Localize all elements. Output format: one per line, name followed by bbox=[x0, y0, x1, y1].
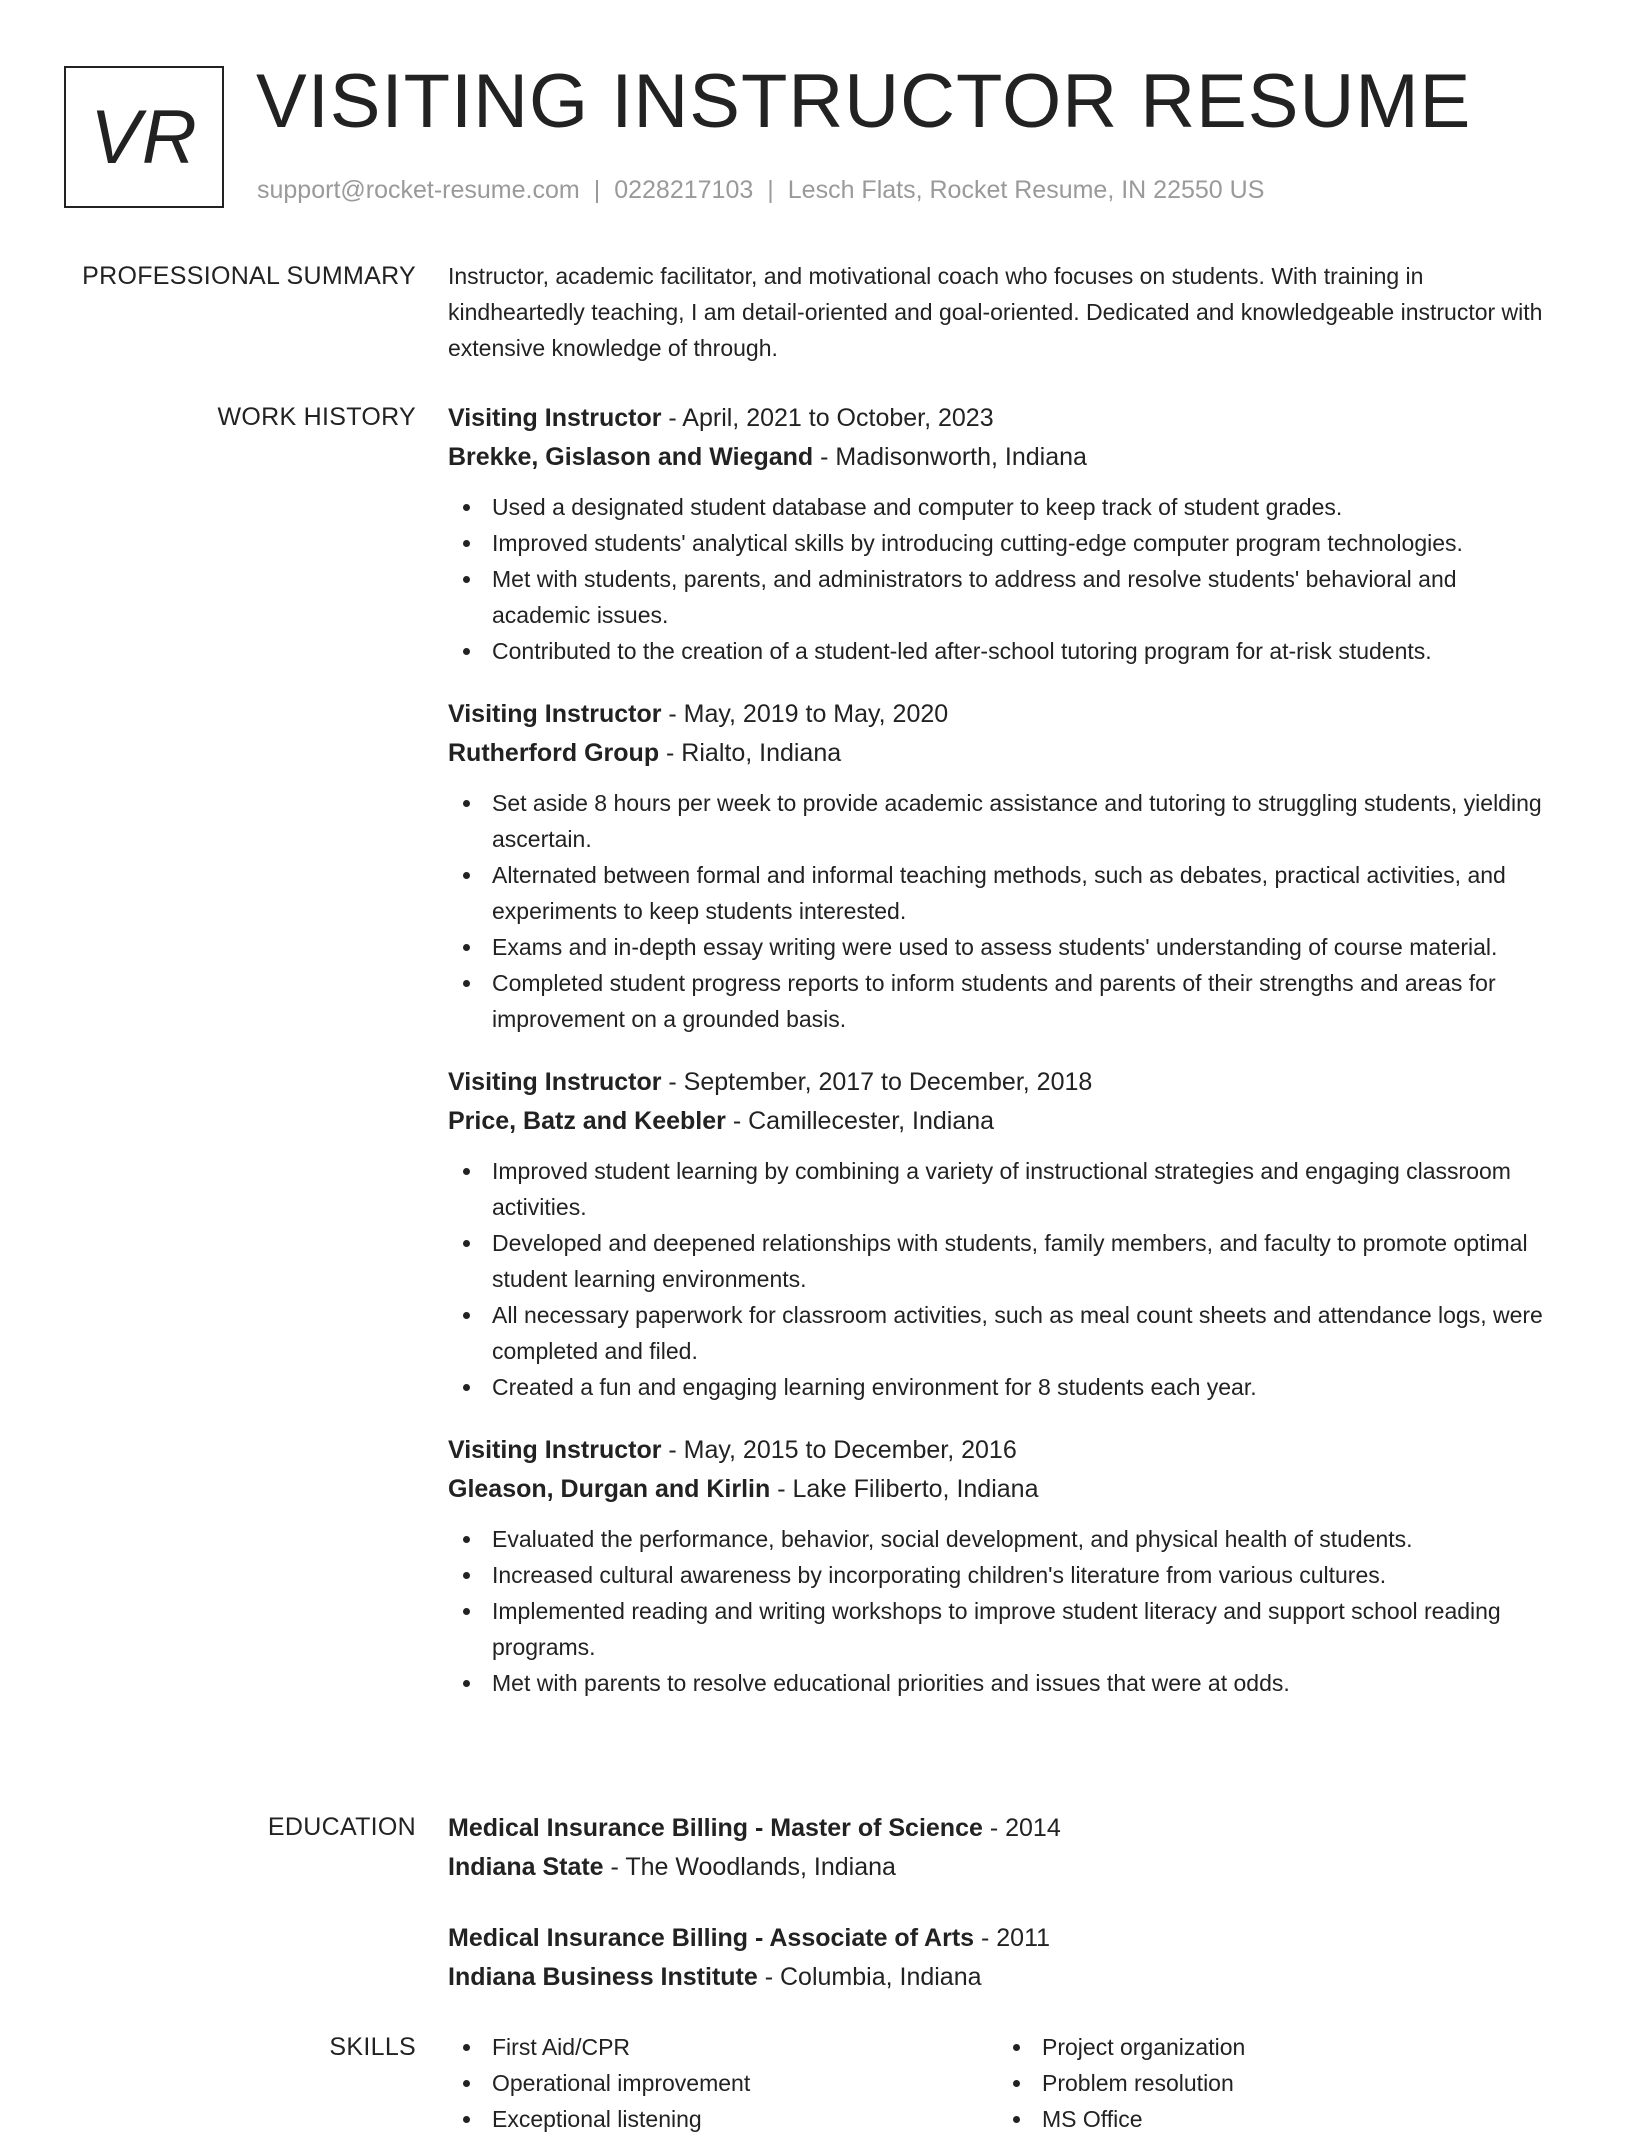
education-location: - Columbia, Indiana bbox=[757, 1963, 982, 1991]
job-title: Visiting Instructor bbox=[448, 1068, 662, 1096]
job-location: - Rialto, Indiana bbox=[659, 739, 842, 767]
job-bullet: Increased cultural awareness by incorporating children's literature from various cultures. bbox=[448, 1557, 1558, 1593]
skill-item: MS Office bbox=[998, 2101, 1548, 2137]
job-dates: - May, 2019 to May, 2020 bbox=[661, 700, 949, 728]
skill-item: Operational improvement bbox=[448, 2065, 998, 2101]
job-bullets bbox=[448, 785, 1558, 1037]
job-bullet: Developed and deepened relationships with students, family members, and faculty to promote optimal student learning environments. bbox=[448, 1225, 1558, 1297]
job-entry bbox=[448, 695, 1558, 1037]
job-company: Brekke, Gislason and Wiegand bbox=[448, 443, 814, 471]
skills-column-left bbox=[448, 2029, 998, 2137]
job-entry bbox=[448, 399, 1558, 669]
job-title: Visiting Instructor bbox=[448, 1436, 662, 1464]
education-year: - 2014 bbox=[982, 1814, 1061, 1842]
job-bullet: Created a fun and engaging learning environment for 8 students each year. bbox=[448, 1369, 1558, 1405]
summary-text: Instructor, academic facilitator, and motivational coach who focuses on students. With training in kindheartedly teaching, I am detail-oriented and goal-oriented. Dedicated and knowledgeable instructor with extensive knowledge of through. bbox=[448, 263, 1543, 361]
education-entry bbox=[448, 1809, 1558, 1887]
job-title: Visiting Instructor bbox=[448, 404, 662, 432]
education-school: Indiana State bbox=[448, 1853, 604, 1881]
job-location: - Lake Filiberto, Indiana bbox=[770, 1475, 1039, 1503]
job-dates: - May, 2015 to December, 2016 bbox=[661, 1436, 1017, 1464]
job-bullet: Contributed to the creation of a student-led after-school tutoring program for at-risk students. bbox=[448, 633, 1558, 669]
contact-email: support@rocket-resume.com bbox=[257, 176, 580, 204]
job-entry bbox=[448, 1063, 1558, 1405]
education-entry bbox=[448, 1919, 1558, 1997]
job-bullet: Set aside 8 hours per week to provide academic assistance and tutoring to struggling students, yielding ascertain. bbox=[448, 785, 1558, 857]
job-bullet: Evaluated the performance, behavior, social development, and physical health of students. bbox=[448, 1521, 1558, 1557]
job-dates: - September, 2017 to December, 2018 bbox=[661, 1068, 1093, 1096]
job-bullet: Used a designated student database and computer to keep track of student grades. bbox=[448, 489, 1558, 525]
job-company: Price, Batz and Keebler bbox=[448, 1107, 726, 1135]
job-location: - Madisonworth, Indiana bbox=[813, 443, 1087, 471]
contact-address: Lesch Flats, Rocket Resume, IN 22550 US bbox=[787, 176, 1265, 204]
education-degree: Medical Insurance Billing - Master of Science bbox=[448, 1814, 983, 1842]
job-dates: - April, 2021 to October, 2023 bbox=[661, 404, 994, 432]
job-bullet: Exams and in-depth essay writing were used to assess students' understanding of course material. bbox=[448, 929, 1558, 965]
contact-separator: | bbox=[593, 176, 601, 204]
education-school: Indiana Business Institute bbox=[448, 1963, 758, 1991]
education-location: - The Woodlands, Indiana bbox=[603, 1853, 896, 1881]
section-heading-work-history: WORK HISTORY bbox=[217, 403, 416, 431]
skill-item: First Aid/CPR bbox=[448, 2029, 998, 2065]
skill-item: Project organization bbox=[998, 2029, 1548, 2065]
job-bullet: Completed student progress reports to inform students and parents of their strengths and areas for improvement on a grounded basis. bbox=[448, 965, 1558, 1037]
job-company: Gleason, Durgan and Kirlin bbox=[448, 1475, 771, 1503]
skill-item: Exceptional listening bbox=[448, 2101, 998, 2137]
job-bullets bbox=[448, 489, 1558, 669]
job-bullet: Alternated between formal and informal teaching methods, such as debates, practical activities, and experiments to keep students interested. bbox=[448, 857, 1558, 929]
monogram-logo: VR bbox=[64, 66, 224, 208]
section-heading-summary: PROFESSIONAL SUMMARY bbox=[82, 262, 416, 290]
job-bullet: Improved students' analytical skills by introducing cutting-edge computer program technologies. bbox=[448, 525, 1558, 561]
skill-item: Problem resolution bbox=[998, 2065, 1548, 2101]
job-bullet: Met with students, parents, and administrators to address and resolve students' behavioral and academic issues. bbox=[448, 561, 1558, 633]
section-heading-skills: SKILLS bbox=[329, 2033, 416, 2061]
job-title: Visiting Instructor bbox=[448, 700, 662, 728]
education-year: - 2011 bbox=[974, 1924, 1051, 1952]
job-bullet: Improved student learning by combining a variety of instructional strategies and engaging classroom activities. bbox=[448, 1153, 1558, 1225]
contact-phone: 0228217103 bbox=[614, 176, 754, 204]
resume-title: VISITING INSTRUCTOR RESUME bbox=[256, 59, 1472, 144]
contact-line bbox=[257, 174, 1264, 206]
section-heading-education: EDUCATION bbox=[267, 1813, 416, 1841]
job-company: Rutherford Group bbox=[448, 739, 660, 767]
skills-column-right bbox=[998, 2029, 1548, 2137]
job-bullet: Met with parents to resolve educational priorities and issues that were at odds. bbox=[448, 1665, 1558, 1701]
job-bullet: All necessary paperwork for classroom activities, such as meal count sheets and attendance logs, were completed and filed. bbox=[448, 1297, 1558, 1369]
job-bullets bbox=[448, 1153, 1558, 1405]
contact-separator: | bbox=[767, 176, 774, 204]
job-entry bbox=[448, 1431, 1558, 1701]
job-bullet: Implemented reading and writing workshops to improve student literacy and support school reading programs. bbox=[448, 1593, 1558, 1665]
job-location: - Camillecester, Indiana bbox=[725, 1107, 995, 1135]
job-bullets bbox=[448, 1521, 1558, 1701]
education-degree: Medical Insurance Billing - Associate of Arts bbox=[448, 1924, 975, 1952]
